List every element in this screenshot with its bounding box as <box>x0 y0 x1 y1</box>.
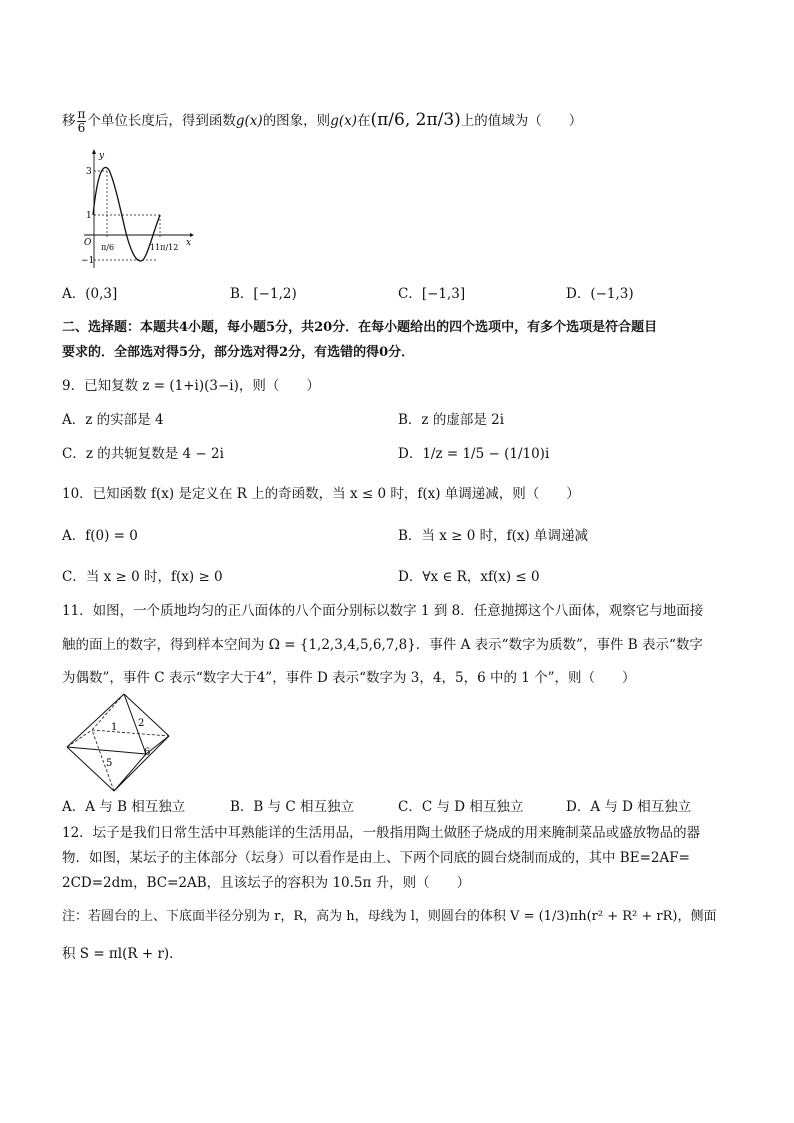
q9-option-b: B．z 的虚部是 2i <box>398 412 505 428</box>
q8-option-b: B．[−1,2) <box>230 286 297 302</box>
q8-post: 上的值域为（ ） <box>460 113 583 129</box>
q8-gx: g(x) <box>235 113 263 129</box>
q8-option-a: A．(0,3] <box>62 286 118 302</box>
q12-note2: 积 S = πl(R + r)． <box>62 946 183 962</box>
q8-sine-graph <box>80 148 195 273</box>
q11-line2: 触的面上的数字，得到样本空间为 Ω = {1,2,3,4,5,6,7,8}．事件 A 表示“数字为质数”，事件 B 表示“数字 <box>62 637 703 653</box>
face-1-label: 1 <box>111 722 118 733</box>
q8-mid2: 的图象，则 <box>262 113 331 129</box>
q12-line1: 12．坛子是我们日常生活中耳熟能详的生活用品，一般指用陶土做胚子烧成的用来腌制菜品或盛放物品的器 <box>62 825 701 841</box>
q9-option-d: D．1/z = 1/5 − (1/10)i <box>398 446 550 462</box>
q12-line3: 2CD=2dm，BC=2AB，且该坛子的容积为 10.5π 升，则（ ） <box>62 875 471 891</box>
q11-octahedron-figure <box>64 692 172 794</box>
q10-stem: 10．已知函数 f(x) 是定义在 R 上的奇函数，当 x ≤ 0 时，f(x) 单调递减，则（ ） <box>62 486 580 502</box>
q12-line2: 物．如图，某坛子的主体部分（坛身）可以看作是由上、下两个同底的圆台烧制而成的，其中 BE=2AF= <box>62 850 690 866</box>
x-axis-arrow <box>190 233 194 237</box>
q11-option-b: B．B 与 C 相互独立 <box>230 799 355 815</box>
tick-m1-label: −1 <box>81 256 95 266</box>
q10-option-c: C．当 x ≥ 0 时，f(x) ≥ 0 <box>62 569 223 585</box>
q8-pre: 移 <box>62 113 76 129</box>
q10-option-b: B．当 x ≥ 0 时，f(x) 单调递减 <box>398 528 589 544</box>
q11-line1: 11．如图，一个质地均匀的正八面体的八个面分别标以数字 1 到 8．任意抛掷这个八面体，观察它与地面接 <box>62 603 704 619</box>
face-6-label: 6 <box>144 747 151 758</box>
q8-at: 在 <box>356 113 371 129</box>
q8-shift-fraction: $\frac{\pi}{6}$ <box>77 107 86 135</box>
q12-note: 注：若圆台的上、下底面半径分别为 r，R，高为 h，母线为 l，则圆台的体积 V = (1/3)πh(r² + R² + rR)，侧面 <box>62 909 717 924</box>
q8-option-d: D．(−1,3) <box>566 286 634 302</box>
x-axis-label: x <box>186 238 192 248</box>
y-axis-label: y <box>99 151 105 161</box>
q11-option-d: D．A 与 D 相互独立 <box>566 799 692 815</box>
origin-label: O <box>84 238 92 248</box>
section2-line1: 二、选择题：本题共4小题，每小题5分，共20分．在每小题给出的四个选项中，有多个选项是符合题目 <box>62 320 658 335</box>
q11-line3: 为偶数”，事件 C 表示“数字大于4”，事件 D 表示“数字为 3，4，5，6 中的 1 个”，则（ ） <box>62 670 636 686</box>
q10-option-a: A．f(0) = 0 <box>62 528 138 544</box>
q8-gx2: g(x) <box>330 113 357 129</box>
q8-interval: (π/6, 2π/3) <box>370 110 461 130</box>
face-5-label: 5 <box>106 758 113 769</box>
q8-option-c: C．[−1,3] <box>398 286 466 302</box>
tick-3-label: 3 <box>86 167 92 177</box>
tick-pi6-label: π/6 <box>101 243 115 252</box>
q9-stem: 9．已知复数 z = (1+i)(3−i)，则（ ） <box>62 378 320 394</box>
section2-line2: 要求的．全部选对得5分，部分选对得2分，有选错的得0分． <box>62 345 415 360</box>
face-2-label: 2 <box>138 718 145 729</box>
tick-11pi12-label: 11π/12 <box>150 243 179 252</box>
q9-option-c: C．z 的共轭复数是 4 − 2i <box>62 446 224 462</box>
q11-option-a: A．A 与 B 相互独立 <box>62 799 186 815</box>
q8-tail-line <box>62 108 734 135</box>
q11-option-c: C．C 与 D 相互独立 <box>398 799 524 815</box>
y-axis-arrow <box>92 149 96 154</box>
q9-option-a: A．z 的实部是 4 <box>62 412 164 428</box>
tick-1-label: 1 <box>86 211 92 221</box>
q10-option-d: D．∀x ∈ R，xf(x) ≤ 0 <box>398 569 540 585</box>
q8-mid: 个单位长度后，得到函数 <box>87 113 236 129</box>
